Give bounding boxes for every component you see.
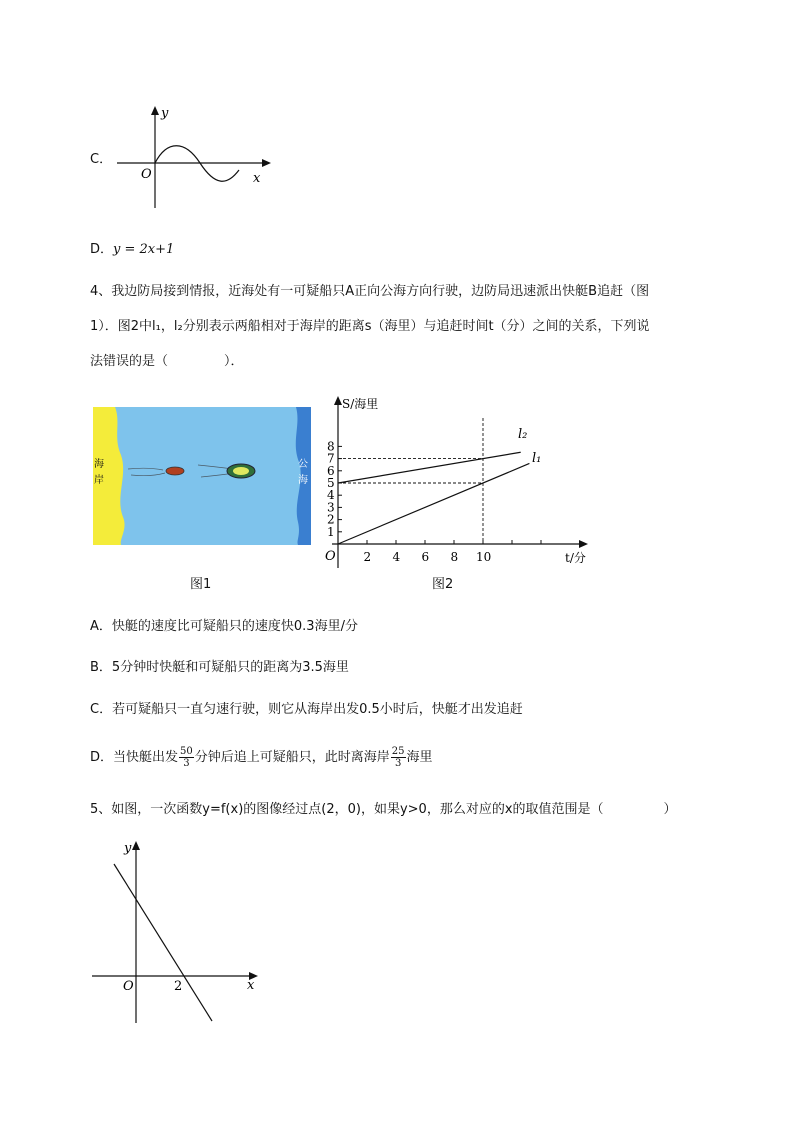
q4-option-b	[90, 658, 349, 678]
q4-line3-close: ）．	[224, 354, 244, 369]
option-d-expr: y = 2x+1	[113, 242, 175, 257]
q5-text	[90, 800, 677, 820]
figure-2-ytick-label-6: 6	[327, 463, 335, 478]
q4-option-d-letter: D．	[90, 750, 114, 765]
option-d-letter: D．	[90, 242, 114, 257]
figure-2-ytick-label-5: 5	[327, 476, 335, 490]
q4-option-b-text: 5分钟时快艇和可疑船只的距离为3.5海里	[111, 660, 349, 675]
q4-option-b-letter: B．	[90, 660, 112, 675]
figure-2-xtick-label-10: 10	[476, 550, 492, 564]
fraction-25-3: $\frac{25}{3}$	[391, 746, 405, 769]
figure-2-ytick-label-3: 3	[327, 500, 335, 515]
q5-text-open: 5、如图，一次函数y=f(x)的图像经过点(2，0)，如果y>0，那么对应的x的取值范围是（	[90, 802, 604, 817]
q4-option-a-letter: A．	[90, 619, 112, 634]
q4-line3	[90, 352, 244, 372]
figure-2-ytick-label-2: 2	[327, 512, 335, 527]
figure-2-ytick-label-1: 1	[327, 524, 335, 539]
option-d	[90, 240, 174, 260]
figure-2-series-l1	[338, 463, 529, 544]
q5-graph	[90, 835, 270, 1030]
q4-option-d-text3: 海里	[406, 750, 433, 765]
figure-2-l1-label: l₁	[532, 451, 542, 466]
q5-text-close: ）	[663, 802, 677, 817]
figure-2-l2-label: l₂	[518, 427, 528, 442]
figure-2-origin: O	[325, 549, 336, 564]
q4-option-d	[90, 746, 433, 770]
fraction-50-3: $\frac{50}{3}$	[180, 746, 193, 769]
option-c-graph	[115, 100, 275, 215]
figure-2-ytick-label-7: 7	[327, 451, 335, 466]
figure-2-xtick-label-4: 4	[392, 550, 401, 564]
figure-2-xtick-label-2: 2	[363, 550, 372, 564]
figure-2-caption: 图2	[432, 577, 454, 592]
q4-option-a	[90, 617, 358, 637]
option-c-letter: C．	[90, 152, 113, 167]
q5-y-label: y	[124, 841, 132, 856]
figure-1-caption: 图1	[190, 577, 212, 592]
q4-line1: 4、我边防局接到情报，近海处有一可疑船只A正向公海方向行驶，边防局迅速派出快艇B追赶（图	[90, 284, 650, 299]
q4-option-d-text2: 分钟后追上可疑船只，此时离海岸	[194, 750, 390, 765]
figure-2-ytick-label-8: 8	[327, 439, 335, 454]
figure-1-right-label: 公海	[298, 459, 308, 486]
figure-2-xtick-label-8: 8	[450, 550, 459, 564]
figure-1-left-label: 海岸	[94, 459, 104, 486]
option-c-x-label: x	[253, 171, 261, 186]
q5-intercept-2: 2	[174, 979, 183, 994]
figure-2-xtick-label-6: 6	[421, 550, 430, 564]
figure-2-y-arrow	[334, 396, 342, 405]
q4-option-d-text1: 当快艇出发	[113, 750, 179, 765]
figure-2-ytick-label-4: 4	[327, 488, 335, 503]
q5-x-label: x	[247, 978, 255, 993]
figure-2-xlabel: t/分	[565, 551, 586, 565]
q4-option-c-text: 若可疑船只一直匀速行驶，则它从海岸出发0.5小时后，快艇才出发追赶	[112, 702, 523, 717]
q4-option-c	[90, 700, 523, 720]
q4-option-a-text: 快艇的速度比可疑船只的速度快0.3海里/分	[111, 619, 358, 634]
figure-1	[93, 407, 311, 545]
figure-2-x-arrow	[579, 540, 588, 548]
q4-option-c-letter: C．	[90, 702, 113, 717]
option-c-origin: O	[141, 167, 152, 182]
figure-2-chart	[310, 390, 600, 580]
option-c-y-label: y	[161, 106, 169, 121]
q4-line2: 1）．图2中l₁，l₂分别表示两船相对于海岸的距离s（海里）与追赶时间t（分）之间的关系，下列说	[90, 319, 650, 334]
figure-2-ylabel: S/海里	[342, 397, 379, 411]
q4-line3-open: 法错误的是（	[90, 354, 169, 369]
q5-origin: O	[123, 979, 134, 994]
